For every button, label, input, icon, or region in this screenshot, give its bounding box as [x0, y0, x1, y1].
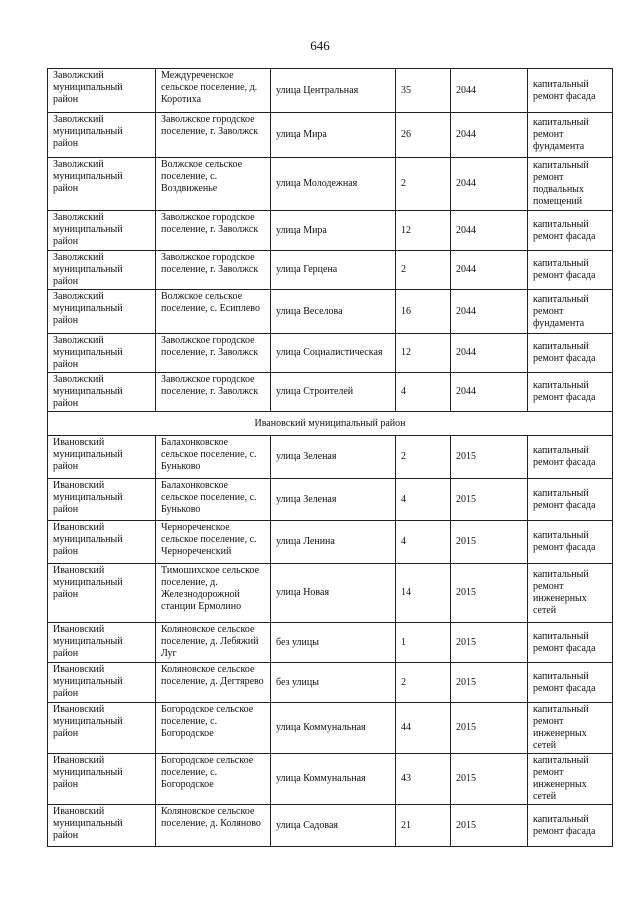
table-row: [48, 623, 613, 663]
cell-settlement: Заволжское городское поселение, г. Заволжск: [156, 334, 271, 373]
cell-year: 2044: [451, 211, 528, 251]
cell-work: капитальный ремонт инженерных сетей: [528, 754, 613, 805]
section-title: Ивановский муниципальный район: [48, 412, 613, 436]
cell-work: капитальный ремонт фасада: [528, 521, 613, 564]
page-number: 646: [310, 38, 330, 53]
cell-house: 12: [396, 211, 451, 251]
cell-district: Ивановский муниципальный район: [48, 564, 156, 623]
cell-house: 44: [396, 703, 451, 754]
cell-district: Ивановский муниципальный район: [48, 754, 156, 805]
cell-year: 2044: [451, 113, 528, 158]
cell-house: 12: [396, 334, 451, 373]
cell-district: Ивановский муниципальный район: [48, 623, 156, 663]
cell-house: 35: [396, 69, 451, 113]
cell-settlement: Коляновское сельское поселение, д. Дегтярево: [156, 663, 271, 703]
table-row: [48, 436, 613, 479]
cell-settlement: Тимошихское сельское поселение, д. Железнодорожной станции Ермолино: [156, 564, 271, 623]
cell-district: Заволжский муниципальный район: [48, 158, 156, 211]
cell-house: 43: [396, 754, 451, 805]
cell-year: 2015: [451, 805, 528, 847]
cell-year: 2015: [451, 436, 528, 479]
cell-street: улица Ленина: [271, 521, 396, 564]
cell-street: улица Центральная: [271, 69, 396, 113]
cell-street: улица Зеленая: [271, 436, 396, 479]
cell-settlement: Балахонковское сельское поселение, с. Буньково: [156, 479, 271, 521]
cell-district: Ивановский муниципальный район: [48, 436, 156, 479]
cell-district: Заволжский муниципальный район: [48, 251, 156, 290]
cell-district: Ивановский муниципальный район: [48, 663, 156, 703]
cell-street: улица Молодежная: [271, 158, 396, 211]
cell-street: улица Садовая: [271, 805, 396, 847]
cell-year: 2015: [451, 479, 528, 521]
cell-work: капитальный ремонт фундамента: [528, 290, 613, 334]
cell-street: улица Мира: [271, 211, 396, 251]
cell-street: без улицы: [271, 623, 396, 663]
repair-schedule-table: [47, 68, 613, 847]
table-row: [48, 334, 613, 373]
cell-district: Ивановский муниципальный район: [48, 479, 156, 521]
table-row: [48, 754, 613, 805]
cell-district: Заволжский муниципальный район: [48, 69, 156, 113]
cell-street: улица Веселова: [271, 290, 396, 334]
cell-house: 2: [396, 251, 451, 290]
table-row: [48, 564, 613, 623]
cell-work: капитальный ремонт фасада: [528, 805, 613, 847]
cell-house: 2: [396, 158, 451, 211]
cell-street: улица Коммунальная: [271, 703, 396, 754]
cell-settlement: Богородское сельское поселение, с. Богородское: [156, 703, 271, 754]
cell-street: улица Строителей: [271, 373, 396, 412]
cell-work: капитальный ремонт фасада: [528, 373, 613, 412]
cell-settlement: Междуреченское сельское поселение, д. Коротиха: [156, 69, 271, 113]
cell-street: улица Новая: [271, 564, 396, 623]
cell-district: Заволжский муниципальный район: [48, 211, 156, 251]
cell-year: 2015: [451, 623, 528, 663]
cell-settlement: Чернореченское сельское поселение, с. Чернореченский: [156, 521, 271, 564]
cell-settlement: Заволжское городское поселение, г. Заволжск: [156, 251, 271, 290]
cell-house: 4: [396, 373, 451, 412]
cell-district: Заволжский муниципальный район: [48, 373, 156, 412]
cell-work: капитальный ремонт подвальных помещений: [528, 158, 613, 211]
cell-work: капитальный ремонт фасада: [528, 211, 613, 251]
cell-year: 2015: [451, 703, 528, 754]
cell-house: 2: [396, 436, 451, 479]
table-row: [48, 69, 613, 113]
cell-district: Заволжский муниципальный район: [48, 334, 156, 373]
cell-work: капитальный ремонт инженерных сетей: [528, 703, 613, 754]
cell-year: 2044: [451, 251, 528, 290]
table-row: [48, 479, 613, 521]
cell-street: без улицы: [271, 663, 396, 703]
table-row: [48, 113, 613, 158]
cell-work: капитальный ремонт фасада: [528, 251, 613, 290]
cell-settlement: Заволжское городское поселение, г. Заволжск: [156, 211, 271, 251]
cell-house: 14: [396, 564, 451, 623]
cell-settlement: Волжское сельское поселение, с. Есиплево: [156, 290, 271, 334]
cell-house: 2: [396, 663, 451, 703]
table-row: [48, 290, 613, 334]
cell-house: 4: [396, 479, 451, 521]
cell-district: Заволжский муниципальный район: [48, 290, 156, 334]
cell-street: улица Социалистическая: [271, 334, 396, 373]
cell-settlement: Коляновское сельское поселение, д. Коляново: [156, 805, 271, 847]
cell-work: капитальный ремонт фасада: [528, 69, 613, 113]
cell-district: Ивановский муниципальный район: [48, 703, 156, 754]
cell-street: улица Мира: [271, 113, 396, 158]
cell-street: улица Герцена: [271, 251, 396, 290]
cell-work: капитальный ремонт фундамента: [528, 113, 613, 158]
table-row: [48, 158, 613, 211]
table-row: [48, 805, 613, 847]
cell-work: капитальный ремонт фасада: [528, 663, 613, 703]
cell-house: 4: [396, 521, 451, 564]
cell-work: капитальный ремонт фасада: [528, 623, 613, 663]
cell-district: Заволжский муниципальный район: [48, 113, 156, 158]
cell-settlement: Волжское сельское поселение, с. Воздвиженье: [156, 158, 271, 211]
cell-year: 2015: [451, 521, 528, 564]
cell-year: 2015: [451, 564, 528, 623]
cell-district: Ивановский муниципальный район: [48, 521, 156, 564]
cell-work: капитальный ремонт фасада: [528, 436, 613, 479]
cell-district: Ивановский муниципальный район: [48, 805, 156, 847]
table-row: [48, 703, 613, 754]
cell-year: 2044: [451, 69, 528, 113]
cell-year: 2015: [451, 663, 528, 703]
cell-year: 2015: [451, 754, 528, 805]
cell-work: капитальный ремонт фасада: [528, 479, 613, 521]
table-row: [48, 373, 613, 412]
cell-settlement: Балахонковское сельское поселение, с. Буньково: [156, 436, 271, 479]
table-row: [48, 521, 613, 564]
cell-settlement: Заволжское городское поселение, г. Заволжск: [156, 113, 271, 158]
cell-street: улица Коммунальная: [271, 754, 396, 805]
cell-year: 2044: [451, 158, 528, 211]
cell-year: 2044: [451, 334, 528, 373]
cell-work: капитальный ремонт фасада: [528, 334, 613, 373]
cell-settlement: Богородское сельское поселение, с. Богородское: [156, 754, 271, 805]
table-row: [48, 211, 613, 251]
cell-settlement: Коляновское сельское поселение, д. Лебяжий Луг: [156, 623, 271, 663]
table-row: [48, 663, 613, 703]
cell-house: 1: [396, 623, 451, 663]
table-row: [48, 251, 613, 290]
cell-year: 2044: [451, 373, 528, 412]
cell-street: улица Зеленая: [271, 479, 396, 521]
cell-house: 16: [396, 290, 451, 334]
cell-work: капитальный ремонт инженерных сетей: [528, 564, 613, 623]
cell-house: 26: [396, 113, 451, 158]
section-row: [48, 412, 613, 436]
cell-year: 2044: [451, 290, 528, 334]
cell-settlement: Заволжское городское поселение, г. Заволжск: [156, 373, 271, 412]
cell-house: 21: [396, 805, 451, 847]
